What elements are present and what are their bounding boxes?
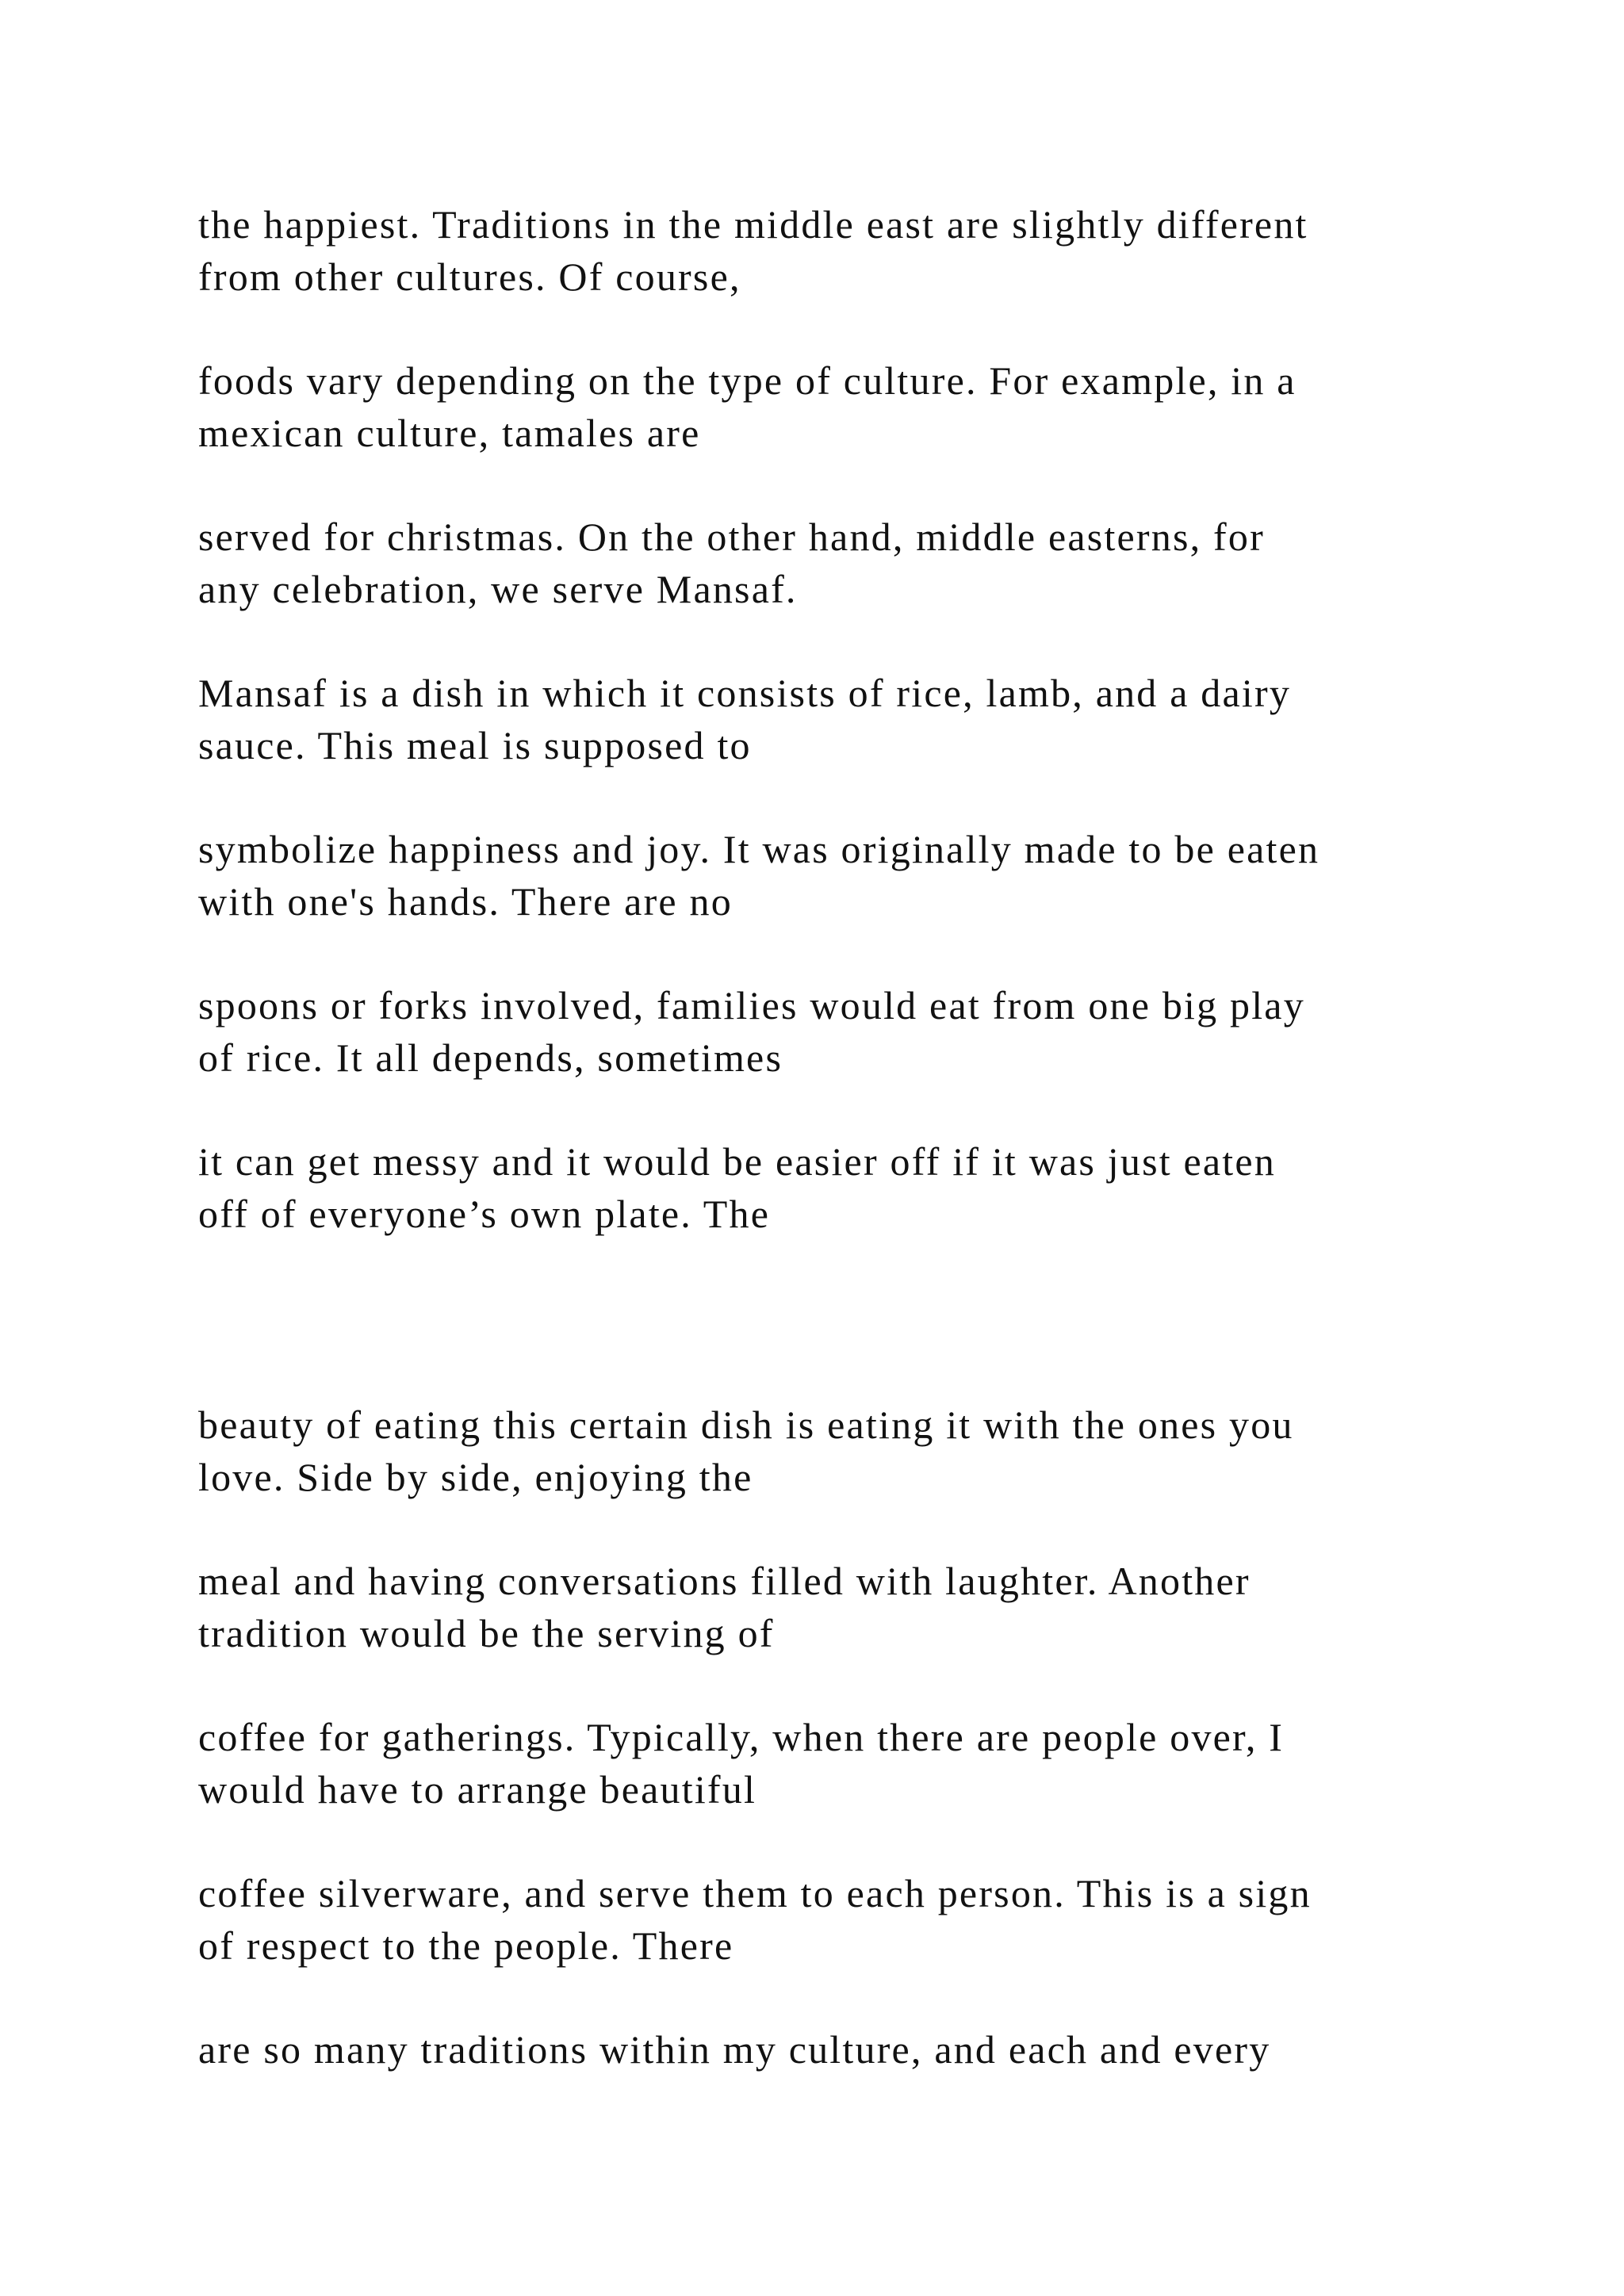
text-line: tradition would be the serving of [198,1611,775,1655]
paragraph [198,979,1499,1084]
paragraph [198,1399,1499,1503]
paragraph [198,354,1499,459]
text-line: beauty of eating this certain dish is eating it with the ones you [198,1402,1294,1447]
text-line: Mansaf is a dish in which it consists of rice, lamb, and a dairy [198,671,1292,715]
paragraph [198,198,1499,303]
paragraph [198,511,1499,615]
paragraph [198,1867,1499,1972]
text-line: coffee for gatherings. Typically, when there are people over, I [198,1715,1285,1759]
text-line: spoons or forks involved, families would eat from one big play [198,983,1305,1027]
text-line: served for christmas. On the other hand, middle easterns, for [198,515,1265,559]
paragraph [198,2023,1499,2076]
text-line: any celebration, we serve Mansaf. [198,567,798,611]
paragraph [198,823,1499,928]
text-line: of respect to the people. There [198,1923,734,1968]
text-line: symbolize happiness and joy. It was originally made to be eaten [198,827,1320,871]
text-line: would have to arrange beautiful [198,1767,757,1812]
text-line: foods vary depending on the type of culture. For example, in a [198,358,1297,403]
paragraph [198,1555,1499,1659]
text-line: sauce. This meal is supposed to [198,723,752,767]
text-line: are so many traditions within my culture, and each and every [198,2027,1271,2072]
text-line: coffee silverware, and serve them to each person. This is a sign [198,1871,1312,1915]
text-line: of rice. It all depends, sometimes [198,1035,783,1080]
text-line: mexican culture, tamales are [198,411,701,455]
paragraph [198,1135,1499,1240]
text-line: it can get messy and it would be easier off if it was just eaten [198,1139,1276,1184]
text-line: with one's hands. There are no [198,879,733,924]
text-line: love. Side by side, enjoying the [198,1455,753,1499]
text-line: meal and having conversations filled with laughter. Another [198,1559,1251,1603]
text-line: off of everyone’s own plate. The [198,1192,771,1236]
paragraph [198,1711,1499,1816]
text-line: the happiest. Traditions in the middle east are slightly different [198,202,1308,247]
text-line: from other cultures. Of course, [198,254,741,299]
paragraph [198,667,1499,771]
